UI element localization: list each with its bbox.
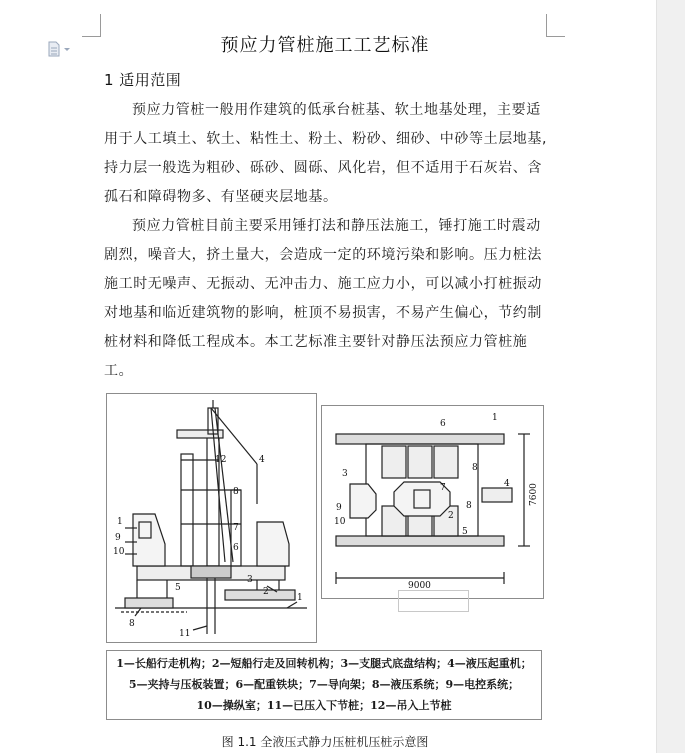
paragraph-line: 用于人工填土、软土、粘性土、粉土、粉砂、细砂、中砂等土层地基,: [104, 131, 548, 147]
figure-caption: 图 1.1 全液压式静力压桩机压桩示意图: [221, 735, 429, 749]
fig-label: 8: [466, 501, 472, 511]
fig-label: 7: [233, 523, 239, 533]
paragraph-line: 预应力管桩目前主要采用锤打法和静压法施工，锤打施工时震动: [132, 218, 541, 234]
document-title: 预应力管桩施工工艺标准: [220, 35, 430, 56]
fig-label: 4: [504, 479, 510, 489]
fig-label: 3: [247, 575, 253, 585]
section-heading: 1 适用范围: [104, 71, 182, 89]
vertical-scrollbar[interactable]: [656, 0, 685, 753]
fig-label: 12: [215, 455, 227, 465]
paragraph-line: 工。: [104, 363, 134, 379]
fig-label: 9: [336, 503, 342, 513]
fig-label: 2: [263, 587, 269, 597]
fig-label: 8: [233, 487, 239, 497]
fig-label: 4: [259, 455, 265, 465]
paragraph-line: 施工时无噪声、无振动、无冲击力、施工应力小，可以减小打桩振动: [104, 276, 542, 292]
dimension-length: 9000: [408, 581, 431, 591]
paragraph-line: 持力层一般选为粗砂、砾砂、圆砾、风化岩，但不适用于石灰岩、含: [104, 160, 542, 176]
fig-label: 1: [492, 413, 498, 423]
fig-label: 5: [462, 527, 468, 537]
fig-label: 10: [113, 547, 125, 557]
paragraph-line: 预应力管桩一般用作建筑的低承台桩基、软土地基处理，主要适: [132, 102, 541, 118]
paragraph-line: 桩材料和降低工程成本。本工艺标准主要针对静压法预应力管桩施: [104, 334, 528, 350]
legend-line: 1—长船行走机构；2—短船行走及回转机构；3—支腿式底盘结构；4—液压起重机；: [116, 657, 532, 670]
empty-text-box[interactable]: [398, 590, 469, 612]
dimension-width: 7600: [529, 483, 539, 506]
figure-legend: [106, 650, 542, 720]
fig-label: 2: [448, 511, 454, 521]
paragraph-1: [104, 96, 552, 212]
fig-label: 6: [440, 419, 446, 429]
fig-label: 5: [175, 583, 181, 593]
figure-plan-view: [321, 405, 544, 599]
paragraph-line: 剧烈，噪音大，挤土量大，会造成一定的环境污染和影响。压力桩法: [104, 247, 542, 263]
fig-label: 8: [472, 463, 478, 473]
fig-label: 10: [334, 517, 346, 527]
legend-line: 10—操纵室；11—已压入下节桩；12—吊入上节桩: [196, 699, 452, 712]
legend-line: 5—夹持与压板装置；6—配重铁块；7—导向架；8—液压系统；9—电控系统；: [128, 678, 520, 691]
fig-label: 9: [115, 533, 121, 543]
fig-label: 7: [440, 483, 446, 493]
fig-label: 1: [117, 517, 123, 527]
fig-label: 6: [233, 543, 239, 553]
paragraph-line: 对地基和临近建筑物的影响，桩顶不易损害，不易产生偏心，节约制: [104, 305, 542, 321]
fig-label: 11: [179, 629, 191, 639]
paragraph-line: 孤石和障碍物多、有坚硬夹层地基。: [104, 189, 338, 205]
fig-label: 1: [297, 593, 303, 603]
figure-side-view: [106, 393, 317, 643]
paragraph-2: [104, 212, 552, 386]
fig-label: 3: [342, 469, 348, 479]
fig-label: 8: [129, 619, 135, 629]
